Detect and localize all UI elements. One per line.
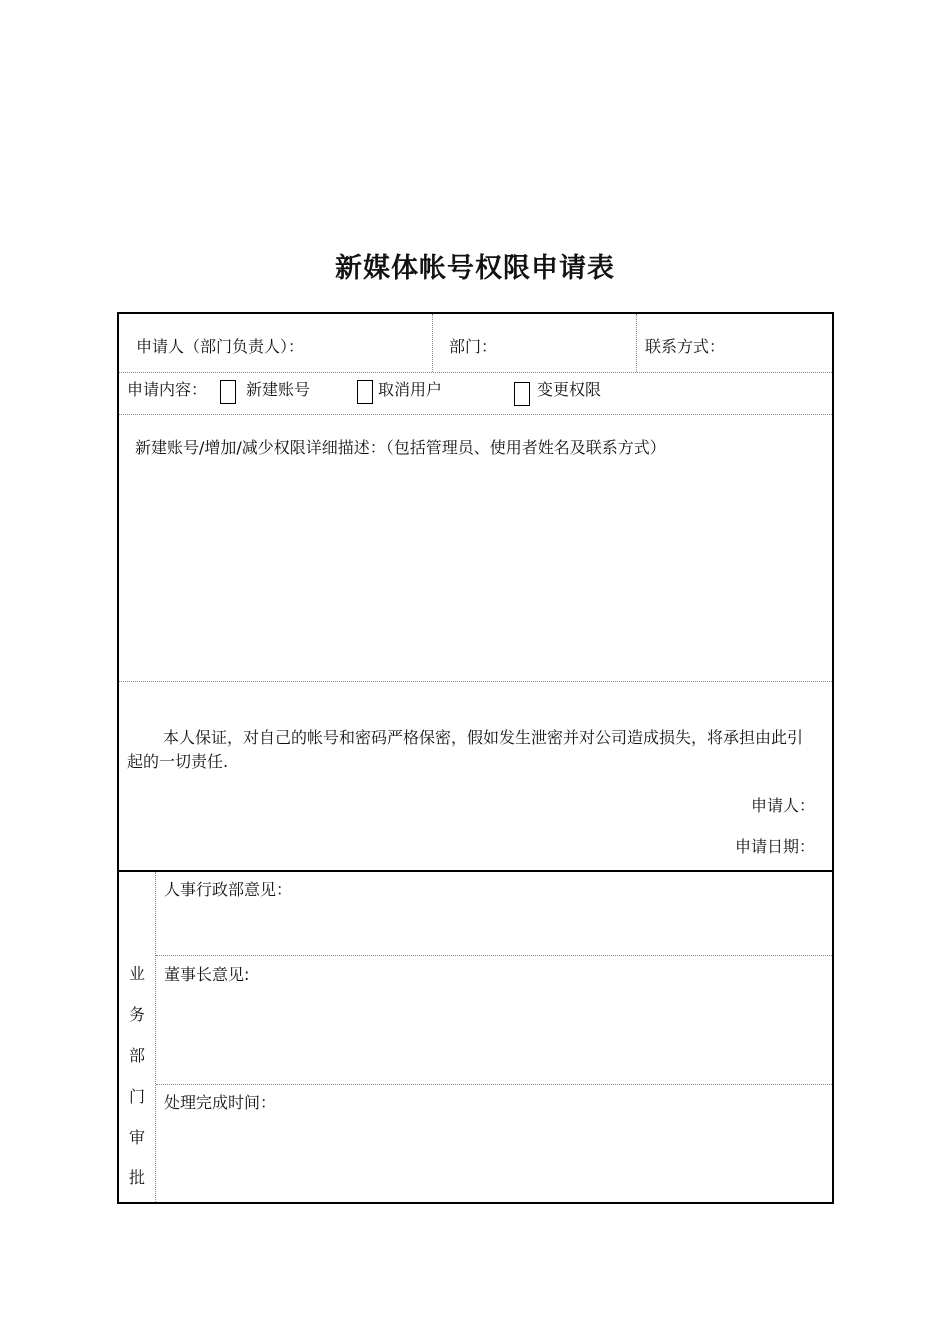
description-label: 新建账号/增加/减少权限详细描述：（包括管理员、使用者姓名及联系方式）	[135, 438, 666, 457]
applicant-row	[119, 314, 832, 373]
side-label-char: 审	[128, 1128, 145, 1147]
chairman-opinion-label: 董事长意见:	[164, 965, 250, 984]
pledge-text: 本人保证，对自己的帐号和密码严格保密，假如发生泄密并对公司造成损失，将承担由此引起的一切责任.	[127, 728, 804, 771]
pledge-section	[119, 682, 832, 872]
content-label: 申请内容：	[127, 380, 208, 399]
side-label-char: 部	[128, 1046, 145, 1065]
description-area[interactable]	[119, 415, 832, 682]
divider	[432, 314, 433, 372]
completion-time-label: 处理完成时间：	[164, 1093, 277, 1112]
new-account-option: 新建账号	[246, 380, 311, 399]
cancel-user-checkbox[interactable]	[357, 380, 373, 404]
chairman-opinion-cell[interactable]	[156, 956, 832, 1085]
application-form	[117, 312, 834, 1204]
approval-section	[119, 872, 832, 1202]
side-label-char: 门	[128, 1087, 145, 1106]
change-permission-option: 变更权限	[537, 380, 602, 399]
divider	[636, 314, 637, 372]
new-account-checkbox[interactable]	[220, 380, 236, 404]
completion-time-cell[interactable]	[156, 1085, 832, 1202]
hr-opinion-cell[interactable]	[156, 872, 832, 956]
approval-side-column	[119, 872, 156, 1202]
side-label-char: 批	[128, 1168, 145, 1187]
department-label: 部门：	[449, 337, 498, 356]
applicant-label: 申请人（部门负责人）：	[136, 337, 305, 356]
side-label-char: 务	[128, 1005, 145, 1024]
side-label-char: 业	[128, 964, 145, 983]
change-permission-checkbox[interactable]	[514, 382, 530, 406]
hr-opinion-label: 人事行政部意见：	[164, 880, 293, 899]
apply-date-label: 申请日期：	[734, 837, 815, 856]
cancel-user-option: 取消用户	[378, 380, 443, 399]
request-content-row	[119, 373, 832, 415]
form-title: 新媒体帐号权限申请表	[335, 253, 615, 284]
contact-label: 联系方式：	[645, 337, 726, 356]
signer-label: 申请人：	[750, 796, 815, 815]
